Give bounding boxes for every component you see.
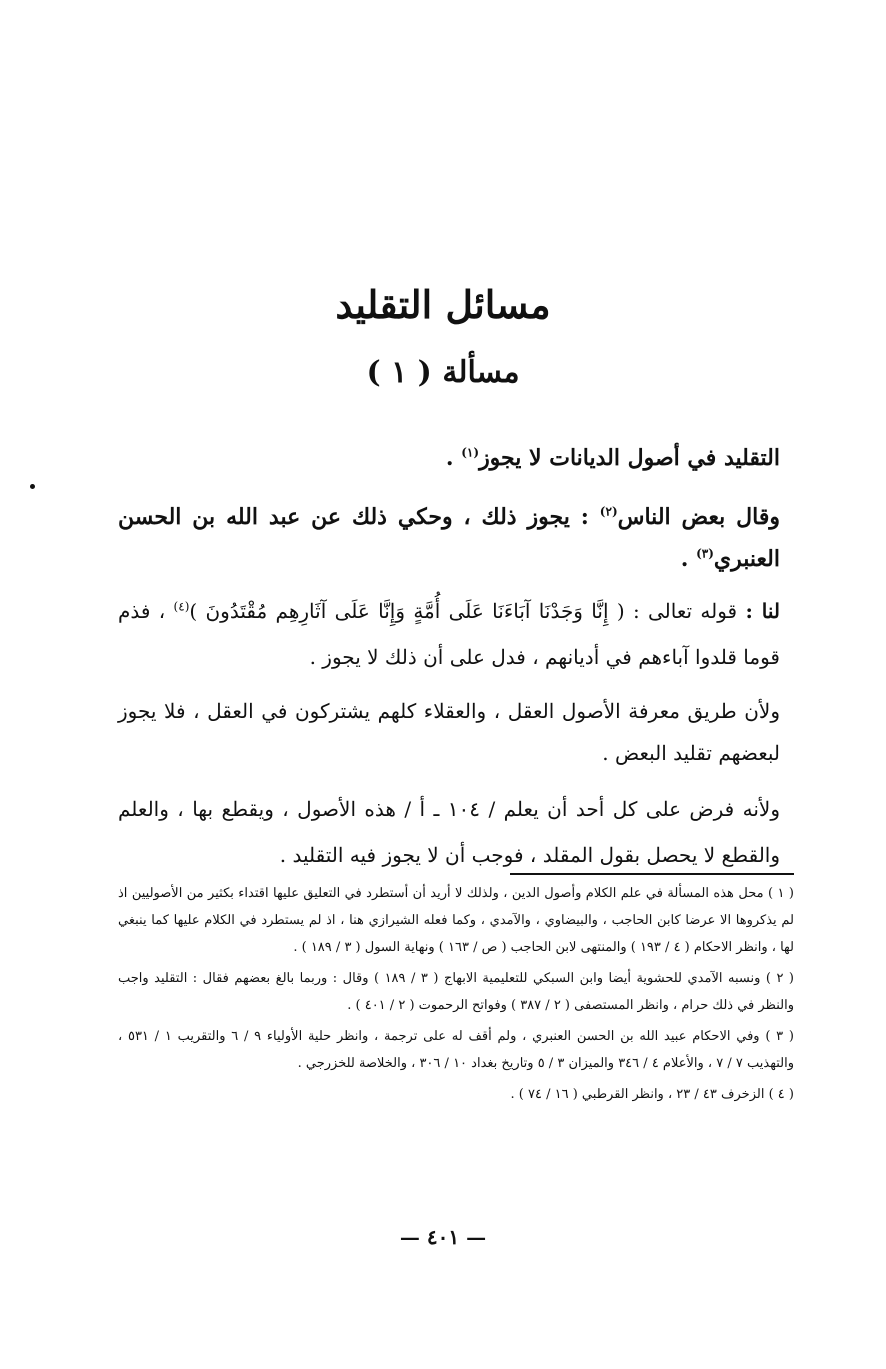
footnote-3: ( ٣ ) وفي الاحكام عبيد الله بن الحسن العنبري ، ولم أقف له على ترجمة ، وانظر حلية الأولياء ٩ / ٦ والتقريب ١ / ٥٣١ ، والتهذيب ٧ / ٧ ، والأعلام ٤ / ٣٤٦ والميزان ٣ / ٥ وتاريخ بغداد ١٠ / ٣٠٦ ، والخلاصة للخزرجي . — [118, 1029, 794, 1071]
footnote-1: ( ١ ) محل هذه المسألة في علم الكلام وأصول الدين ، ولذلك لا أريد أن أستطرد في التعليق عليها اقتداء بكثير من الأصوليين اذ لم يذكروها الا عرضا كابن الحاجب ، والبيضاوي ، والآمدي ، وكما فعله الشيرازي هنا ، اذ لم يستطرد في الكلام عليها كما ينبغي لها ، وانظر الاحكام ( ٤ / ١٩٣ ) والمنتهى لابن الحاجب ( ص / ١٦٣ ) ونهاية السول ( ٣ / ١٨٩ ) . — [118, 886, 794, 955]
question-title: مسألة ( ١ ) — [366, 355, 520, 390]
paragraph-2 — [118, 496, 780, 580]
footnote-2: ( ٢ ) ونسبه الآمدي للحشوية أيضا وابن السبكي للتعليمية الابهاج ( ٣ / ١٨٩ ) وقال : وربما بالغ بعضهم فقال : التقليد واجب والنظر في ذلك حرام ، وانظر المستصفى ( ٢ / ٣٨٧ ) وفواتح الرحموت ( ٢ / ٤٠١ ) . — [118, 971, 794, 1013]
paragraph-2-end: . — [680, 546, 697, 572]
footnote-ref-2: (٢) — [599, 504, 618, 519]
paragraph-1 — [118, 434, 780, 482]
paragraph-4: ولأن طريق معرفة الأصول العقل ، والعقلاء كلهم يشتركون في العقل ، فلا يجوز لبعضهم تقليد البعض . — [118, 699, 780, 765]
footnote-ref-4: (٤) — [173, 599, 190, 614]
footnotes-block — [118, 880, 794, 1112]
paragraph-3-text-b: ، فذم قوما قلدوا آباءهم في أديانهم ، فدل على أن ذلك لا يجوز . — [118, 599, 780, 669]
paragraph-3-text-a: قوله تعالى : ( إِنَّا وَجَدْنَا آبَاءَنَا عَلَى أُمَّةٍ وَإِنَّا عَلَى آثَارِهِم مُقْتَدُونَ ) — [189, 599, 746, 623]
paragraph-3-lead: لنا : — [745, 599, 780, 623]
paragraph-5: ولأنه فرض على كل أحد أن يعلم / ١٠٤ ـ أ / هذه الأصول ، ويقطع بها ، والعلم والقطع لا يحصل بقول المقلد ، فوجب أن لا يجوز فيه التقليد . — [118, 797, 780, 867]
paragraph-3 — [118, 588, 780, 680]
paragraph-1-end: . — [445, 445, 462, 471]
footnote-separator-rule — [510, 873, 794, 875]
footnote-ref-3: (٣) — [696, 546, 714, 561]
stray-dot-mark — [30, 484, 35, 489]
paragraph-2-text-a: وقال بعض الناس — [617, 504, 780, 530]
footnote-ref-1: (١) — [461, 445, 480, 460]
footnote-4: ( ٤ ) الزخرف ٤٣ / ٢٣ ، وانظر القرطبي ( ١٦ / ٧٤ ) . — [510, 1087, 794, 1102]
paragraph-2-text-b: : يجوز ذلك ، وحكي ذلك عن عبد الله بن الحسن العنبري — [118, 504, 780, 572]
paragraph-1-text: التقليد في أصول الديانات لا يجوز — [479, 445, 780, 471]
section-title: مسائل التقليد — [335, 282, 551, 327]
page-number: — ٤٠١ — — [399, 1225, 487, 1249]
